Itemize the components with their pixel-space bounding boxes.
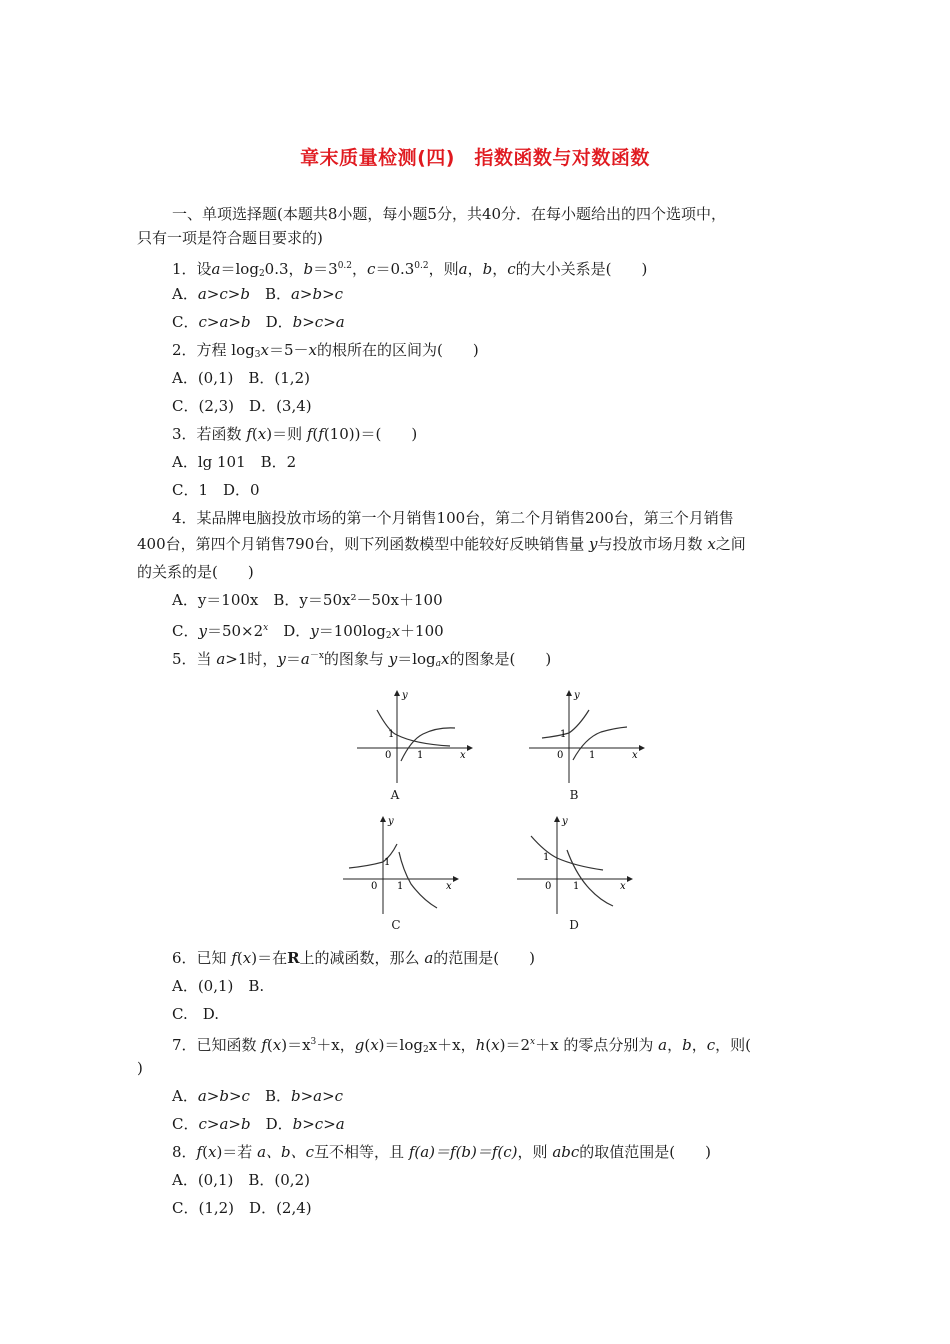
- section-heading: 一、单项选择题(本题共8小题，每小题5分，共40分．在每小题给出的四个选项中，: [172, 205, 727, 223]
- question-6: 6．已知 f(x)＝在R上的减函数，那么 a的范围是( ): [172, 949, 535, 967]
- question-6-options-ab: A．(0,1) B.: [172, 977, 265, 995]
- svg-text:1: 1: [397, 881, 404, 892]
- question-7-options-ab: A．a>b>c B．b>a>c: [172, 1087, 344, 1105]
- question-4-options-cd: C．$y=50\times 2^x$ D．$y=100\log_2x+100$: [172, 622, 444, 641]
- question-2-options-ab: A．(0,1) B．(1,2): [172, 369, 310, 387]
- svg-text:x: x: [632, 750, 638, 761]
- svg-text:1: 1: [573, 881, 580, 892]
- svg-text:0: 0: [385, 750, 392, 761]
- question-1-options-cd: C．c>a>b D．b>c>a: [172, 313, 345, 331]
- question-4: 4．某品牌电脑投放市场的第一个月销售100台，第二个月销售200台，第三个月销售: [172, 509, 734, 527]
- question-6-options-cd: C. D.: [172, 1005, 219, 1023]
- question-7: 7．已知函数 $f(x)=x^3+x$，$g(x)=\log_2x+x$，$h(x)=2^x+x$ 的零点分别为 a，b，c，则(: [172, 1036, 751, 1055]
- graph-caption-b: B: [569, 788, 579, 802]
- svg-text:y: y: [388, 816, 394, 827]
- section-heading-cont: 只有一项是符合题目要求的): [137, 229, 323, 247]
- graph-option-c: [341, 814, 461, 924]
- question-7-options-cd: C．c>a>b D．b>c>a: [172, 1115, 345, 1133]
- graph-caption-c: C: [391, 918, 401, 932]
- svg-text:1: 1: [543, 852, 550, 863]
- page-title: 章末质量检测(四) 指数函数与对数函数: [300, 147, 650, 169]
- svg-text:1: 1: [417, 750, 424, 761]
- svg-text:y: y: [562, 816, 568, 827]
- svg-text:y: y: [402, 690, 408, 701]
- svg-text:x: x: [620, 881, 626, 892]
- question-1-options-ab: A．a>c>b B．a>b>c: [172, 285, 344, 303]
- graph-caption-a: A: [390, 788, 400, 802]
- svg-text:0: 0: [545, 881, 552, 892]
- question-5: 5．当 a>1时，$y=a^{-x}$的图象与 $y=\log_ax$的图象是( ): [172, 650, 552, 669]
- question-4-cont: 400台，第四个月销售790台，则下列函数模型中能较好反映销售量 y与投放市场月数 x之间: [137, 535, 746, 553]
- svg-text:x: x: [446, 881, 452, 892]
- question-4-options-ab: A．y＝100x B．y＝50x²－50x＋100: [172, 591, 443, 609]
- svg-text:y: y: [574, 690, 580, 701]
- question-8-options-ab: A．(0,1) B．(0,2): [172, 1171, 310, 1189]
- svg-text:1: 1: [589, 750, 596, 761]
- svg-text:x: x: [460, 750, 466, 761]
- question-3-options-cd: C．1 D．0: [172, 481, 260, 499]
- graph-option-d: [515, 814, 635, 924]
- graph-caption-d: D: [569, 918, 579, 932]
- graph-option-a: [355, 688, 475, 798]
- question-1: 1．设$a=\log_20.3$，$b=3^{0.2}$，$c=0.3^{0.2}$，则a，b，c的大小关系是( ): [172, 260, 648, 279]
- svg-text:0: 0: [557, 750, 564, 761]
- svg-text:1: 1: [384, 857, 391, 868]
- graph-option-b: [527, 688, 647, 798]
- question-7-cont: ): [137, 1059, 143, 1077]
- question-2-options-cd: C．(2,3) D．(3,4): [172, 397, 312, 415]
- svg-text:0: 0: [371, 881, 378, 892]
- question-3-options-ab: A．lg 101 B．2: [172, 453, 297, 471]
- question-8: 8．f(x)＝若 a、b、c互不相等，且 f(a)＝f(b)＝f(c)，则 abc的取值范围是( ): [172, 1143, 711, 1161]
- question-4-cont2: 的关系的是( ): [137, 563, 254, 581]
- svg-text:1: 1: [388, 729, 395, 740]
- question-8-options-cd: C．(1,2) D．(2,4): [172, 1199, 312, 1217]
- question-2: 2．方程 $\log_3x=5-x$的根所在的区间为( ): [172, 341, 479, 360]
- svg-text:1: 1: [560, 729, 567, 740]
- question-3: 3．若函数 f(x)＝则 f(f(10))＝( ): [172, 425, 418, 443]
